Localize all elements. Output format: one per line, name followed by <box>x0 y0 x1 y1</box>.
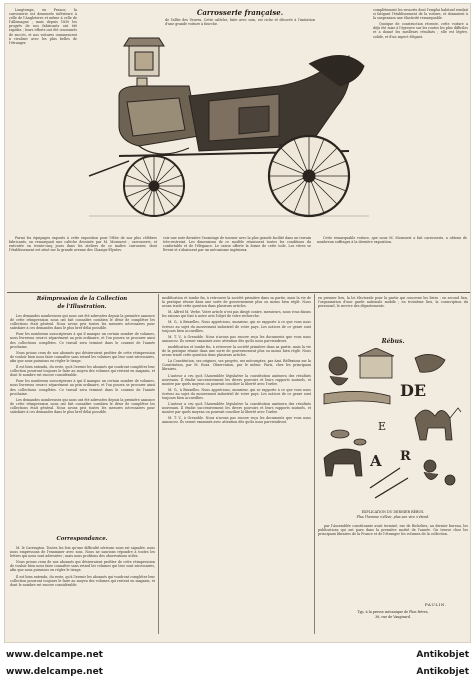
printer-imprint-line2: 36, rue de Vaugirard. <box>375 615 411 619</box>
rebus-letter-r: R <box>400 449 411 464</box>
paragraph: Cette remarquable voiture, que nous M. Mosnuest a fait carrosserie, a obtenu de nombreux suffrages à la dernière exposition. <box>317 236 467 245</box>
paragraph: Les demandes nombreuses qui nous ont été adressées depuis la première annonce de cette réimpression nous ont fait connaître combien le désir de compléter les collections était général. Nous avons pris toutes les mesures nécessaires pour satisfaire à ces demandes dans le plus bref délai possible. <box>10 314 155 331</box>
paragraph: Il est bien entendu, du reste, qu'à l'avenir les abonnés qui voudront compléter leur collection pourront toujours le faire au moyen des volumes qui restent en magasin, et dont le nombre est encore considérable. <box>10 365 155 378</box>
column-rule <box>158 294 159 634</box>
carriage-engraving <box>79 26 379 226</box>
paragraph: modification et tombe fin, à retrouver la société primitive dans sa partie, mais la vie de la pratique réunie dans une sorte de gouvernement plus ou moins bien réglé. Nous avons traité cette question dans plusieurs articles. <box>162 296 311 309</box>
paragraph: voir une note dernière l'avantage de tourner avec la plus grande facilité dans un terrain très-restreint. Les dimensions de ce modèle réunissent toutes les conditions du confortable et de l'élégance. Le caisse offerte la forme de cette toile. Les vitres se lèvent et s'abaissent par un mécanisme ingénieux. <box>163 236 311 253</box>
paragraph: Les demandes nombreuses qui nous ont été adressées depuis la première annonce de cette réimpression nous ont fait connaître combien le désir de compléter les collections était général. Nous avons pris toutes les mesures nécessaires pour satisfaire à ces demandes dans le plus bref délai possible. <box>10 397 155 414</box>
column-carrosserie-left <box>9 8 77 116</box>
paragraph: L'auteur a cru qu'à l'Assemblée législative la constitution amènera des résultats nouveaux. Il étudie successivement les divers pouvoirs et leurs rapports mutuels, et montre par quels moyens on pourrait concilier la liberté avec l'ordre. <box>162 373 311 386</box>
paragraph: Nous prions ceux de nos abonnés qui désireraient profiter de cette réimpression de vouloir bien nous faire connaître sans retard les volumes qui leur sont nécessaires, afin que nous puissions en régler le tirage. <box>10 560 155 573</box>
column-right-bottom <box>318 524 468 584</box>
paragraph: Quoique de construction récente, cette voiture a déjà été mise à l'épreuve sur les routes les plus difficiles et a donné les meilleurs résultats ; elle est légère, solide, et d'un aspect élégant. <box>373 22 468 39</box>
column-carrosserie-lower-left <box>9 236 157 288</box>
rebus-caption-answer: Plus l'homme s'élève, plus son vice s'étend. <box>356 515 430 519</box>
watermark-antikobjet-top: Antikobjet <box>416 650 469 660</box>
column-carrosserie-lower-mid <box>163 236 311 288</box>
heading-carrosserie: Carrosserie française. <box>196 8 284 17</box>
heading-correspondance: Correspondance. <box>56 536 108 542</box>
paragraph: M. T. V., à Grenoble. Nous n'avons pas encore reçu les documents que vous nous annoncez. Ils seront examinés avec attention dès qu'ils nous parviendront. <box>162 334 311 343</box>
column-middle <box>162 296 311 634</box>
watermark-delcampe-top: www.delcampe.net <box>6 650 103 660</box>
column-carrosserie-right <box>373 8 468 138</box>
printer-imprint-line1: Typ. à la presse mécanique de Plon frères, <box>357 610 429 614</box>
rebus-illustration <box>320 348 466 508</box>
carriage-illustration-icon <box>79 26 379 226</box>
heading-rebus: Rébus. <box>381 338 405 345</box>
paragraph: L'auteur a cru qu'à l'Assemblée législative la constitution amènera des résultats nouveaux. Il étudie successivement les divers pouvoirs et leurs rapports mutuels, et montre par quels moyens on pourrait concilier la liberté avec l'ordre. <box>162 402 311 415</box>
column-correspondance <box>10 546 155 634</box>
paragraph: Nous prions ceux de nos abonnés qui désireraient profiter de cette réimpression de vouloir bien nous faire connaître sans retard les volumes qui leur sont nécessaires, afin que nous puissions en régler le tirage. <box>10 350 155 363</box>
rebus-letter-e: E <box>378 420 387 433</box>
paragraph: M. Alfred M. Verbe. Votre article n'est pas dirigé contre, messieurs, nous vous disons les raisons qui font à notre avis l'objet de votre recherche. <box>162 310 311 319</box>
column-right-top <box>318 296 468 336</box>
column-reimpression <box>10 314 155 532</box>
paragraph: Pour les nombreux souscripteurs à qui il manque un certain nombre de volumes, nous livrerons ceux-ci séparément au prix ordinaire, et l'on pourra se procurer ainsi des collections complètes. Ce travail sera terminé dans le courant de l'année prochaine. <box>10 332 155 349</box>
paragraph: M. le Carrington. Toutes les fois qu'une difficulté sérieuse nous est signalée, nous nous empressons de l'examiner avec soin. Nous ne saurions répondre à toutes les lettres qui nous sont adressées ; mais nous profitons des observations utiles. <box>10 546 155 559</box>
paragraph: M. G., à Bruxelles. Nous apprécions, monsieur, qui se rapporte à ce que vous nous écrivez au sujet du mouvement industriel de votre pays. Les notices de ce genre sont toujours bien accueillies. <box>162 387 311 400</box>
paragraph: en premier lieu, la loi électorale pour la partie qui concerne les listes ; en second lieu, l'organisation d'une garde nationale mobile ; en troisième lieu, la conscription du personnel, le service des départements. <box>318 296 468 309</box>
paragraph: complètement les ressorts dont l'emploi habituel rendait si fatigant l'établissement de la voiture, et donnaient à la suspension une élasticité remarquable. <box>373 8 468 21</box>
paragraph: Longtemps, en France, la carrosserie est demeurée inférieure à celle de l'Angleterre et même à celle de l'Allemagne ; mais depuis 1830 les progrès de nos fabricants ont été rapides ; leurs efforts ont été couronnés de succès, et nos voitures commencent à rivaliser avec les plus belles de l'étranger. <box>9 8 77 45</box>
paragraph: par l'Assemblée constituante avait terminé, rue de Richelieu, au dernier bureau, les publications qui ont paru dans la première moitié de l'année. On trouve chez les principaux libraires de la France et de l'étranger les volumes de la collection. <box>318 524 468 537</box>
rebus-letters-de: DE <box>400 381 427 400</box>
rebus-puzzle-icon <box>320 348 466 508</box>
paragraph: Il est bien entendu, du reste, qu'à l'avenir les abonnés qui voudront compléter leur collection pourront toujours le faire au moyen des volumes qui restent en magasin, et dont le nombre est encore considérable. <box>10 574 155 587</box>
section-divider <box>7 292 470 293</box>
newspaper-page <box>4 3 471 643</box>
heading-reimpression-sub: de l'Illustration. <box>57 304 107 310</box>
column-rule <box>314 294 315 634</box>
paragraph: M. G., à Bruxelles. Nous apprécions, monsieur, qui se rapporte à ce que vous nous écrivez au sujet du mouvement industriel de votre pays. Les notices de ce genre sont toujours bien accueillies. <box>162 320 311 333</box>
editor-signature: PAULIN. <box>425 602 447 607</box>
rebus-letter-a: A <box>370 452 382 470</box>
paragraph: Parmi les équipages exposés à cette exposition pour l'élite de nos plus célèbres fabricants, on remarquait une calèche dessinée par M. Mosnuest ; carrosserie, et exécutée en trente-cinq jours dans les ateliers de ce maître carrossier, dont l'établissement est situé sur la grande avenue des Champs-Élysées. <box>9 236 157 253</box>
column-carrosserie-lower-right <box>317 236 467 288</box>
paragraph: M. T. V., à Grenoble. Nous n'avons pas encore reçu les documents que vous nous annoncez. Ils seront examinés avec attention dès qu'ils nous parviendront. <box>162 416 311 425</box>
paragraph: modification et tombe fin, à retrouver la société primitive dans sa partie, mais la vie de la pratique réunie dans une sorte de gouvernement plus ou moins bien réglé. Nous avons traité cette question dans plusieurs articles. <box>162 344 311 358</box>
paragraph: Pour les nombreux souscripteurs à qui il manque un certain nombre de volumes, nous livrerons ceux-ci séparément au prix ordinaire, et l'on pourra se procurer ainsi des collections complètes. Ce travail sera terminé dans le courant de l'année prochaine. <box>10 379 155 396</box>
watermark-delcampe-bottom: www.delcampe.net <box>6 667 103 677</box>
watermark-antikobjet-bottom: Antikobjet <box>416 667 469 677</box>
paragraph: La Constitution, ses origines, ses progrès, ses mécomptes, par Ami. Réflexions sur la Constitution, par M. Rosa. Observation, par le même. Paris, chez les principaux libraires. <box>162 359 311 372</box>
rebus-caption-title: EXPLICATION DU DERNIER RÉBUS. <box>361 510 425 514</box>
heading-reimpression: Réimpression de la Collection <box>36 296 128 302</box>
paragraph: de l'allée des Veuves. Cette calèche, faite avec soin, est riche et décorée à l'imitation d'une grande voiture à fourche. <box>165 18 315 27</box>
